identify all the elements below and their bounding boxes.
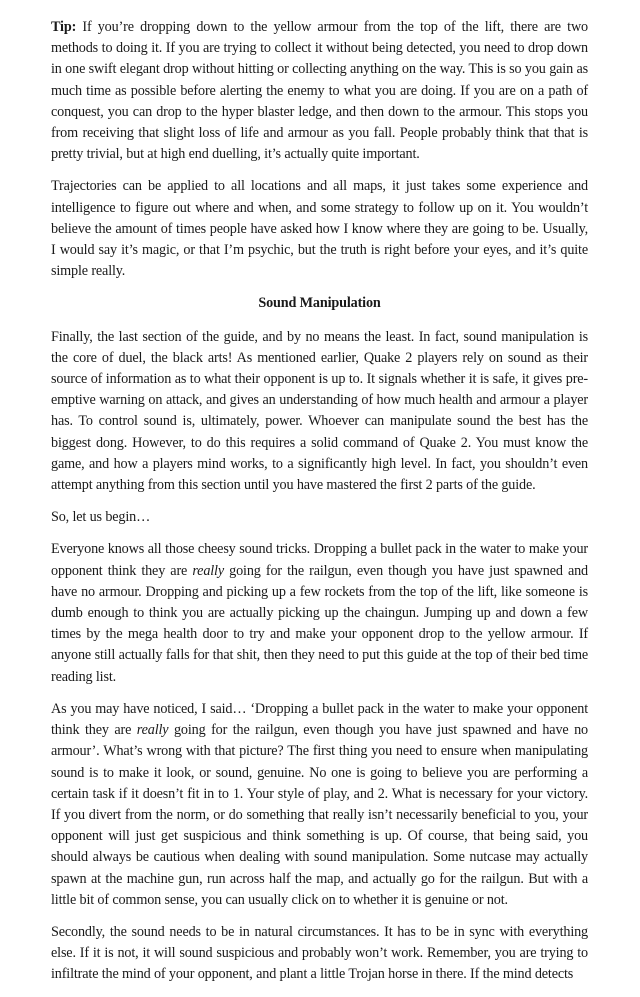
tip-text: If you’re dropping down to the yellow armour from the top of the lift, there are two methods to doing it. If you are trying to collect it without being detected, you need to drop down in one swift elegant drop without hitting or collecting anything on the way. This is so you gain as much time as possible before alerting the enemy to what you are doing. If you are on a path of conquest, you can drop to the hyper blaster ledge, and then down to the armour. This stops you from receiving that slight loss of life and armour as you fall. People probably think that that is pretty trivial, but at high end duelling, it’s actually quite important. — [51, 19, 588, 163]
tricks-paragraph — [51, 539, 588, 687]
intro-paragraph: Finally, the last section of the guide, and by no means the least. In fact, sound manipulation is the core of duel, the black arts! As mentioned earlier, Quake 2 players rely on sound as their source of information as to what their opponent is up to. It signals whether it is safe, it gives pre-emptive warning on attack, and gives an understanding of how much health and armour a player has. To control sound is, ultimately, power. Whoever can manipulate sound the best has the biggest dong. However, to do this requires a solid command of Quake 2. You must know the game, and how a players mind works, to a significantly high level. In fact, you shouldn’t even attempt anything from this section until you have mastered the first 2 parts of the guide. — [51, 328, 588, 494]
section-heading: Sound Manipulation — [258, 295, 381, 312]
tip-label: Tip: — [51, 19, 77, 35]
noticed-paragraph — [51, 699, 588, 911]
noticed-text-1: As you may have noticed, I said… ‘Dropping a bullet pack in the water to make your opponent think they are — [51, 700, 588, 739]
noticed-text-2: going for the railgun, even though you have just spawned and have no armour’. What’s wrong with that picture? The first thing you need to ensure when manipulating sound is to make it look, or sound, genuine. No one is going to believe you are performing a certain task if it doesn’t fit in to 1. Your style of play, and 2. What is necessary for your victory. If you divert from the norm, or do something that really isn’t necessarily beneficial to you, your opponent will just get suspicious and think something is up. Of course, that being said, you should always be cautious when dealing with sound manipulation. Some nutcase may actually spawn at the machine gun, run across half the map, and actually go for the railgun. But with a little bit of common sense, you can usually click on to whether it is genuine or not. — [51, 722, 588, 908]
begin-paragraph: So, let us begin… — [51, 509, 151, 526]
tricks-emphasis: really — [192, 562, 224, 579]
tricks-text-1: Everyone knows all those cheesy sound tricks. Dropping a bullet pack in the water to make your opponent think they are — [51, 541, 588, 579]
trajectories-paragraph: Trajectories can be applied to all locations and all maps, it just takes some experience and intelligence to figure out where and when, and some strategy to follow up on it. You wouldn’t believe the amount of times people have asked how I know where they are going to be. Usually, I would say it’s magic, or that I’m psychic, but the truth is right before your eyes, and it’s quite simple really. — [51, 178, 588, 280]
noticed-emphasis: really — [136, 722, 169, 739]
secondly-paragraph: Secondly, the sound needs to be in natural circumstances. It has to be in sync with everything else. If it is not, it will sound suspicious and probably won’t work. Remember, you are trying to infiltrate the mind of your opponent, and plant a little Trojan horse in there. If the mind detects — [51, 923, 588, 983]
tip-paragraph — [51, 17, 588, 165]
tricks-text-2: going for the railgun, even though you have just spawned and have no armour. Dropping and picking up a few rockets from the top of the lift, like someone is dumb enough to think you are actually picking up the chaingun. Jumping up and down a few times by the mega health door to try and make your opponent drop to the yellow armour. If anyone still actually falls for that shit, then they need to put this guide at the top of their bed time reading list. — [51, 562, 588, 685]
